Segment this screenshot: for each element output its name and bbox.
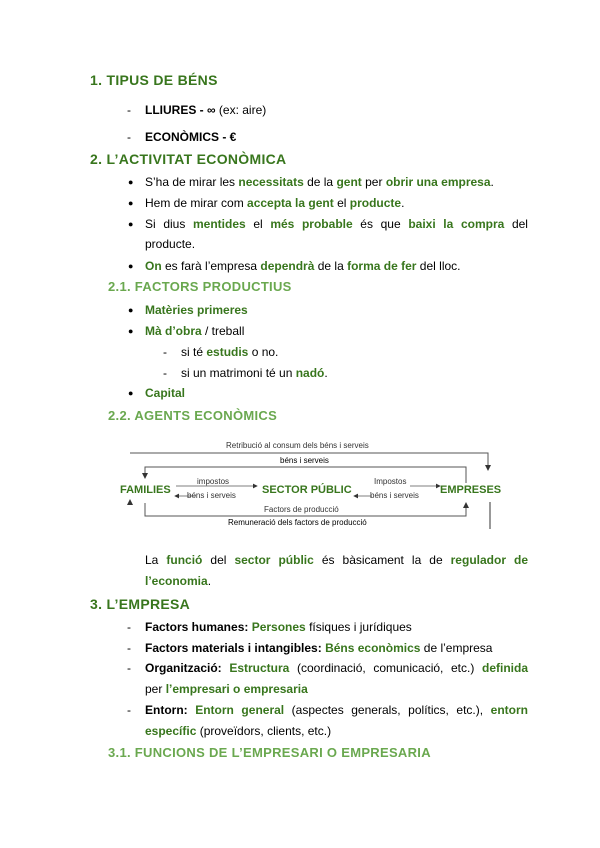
highlighted-term: producte xyxy=(349,196,402,210)
bold-term: Entorn: xyxy=(145,703,196,717)
text-run: el xyxy=(333,196,350,210)
text-run: / treball xyxy=(201,324,245,338)
right-taxes-label: Impostos xyxy=(374,477,407,486)
highlighted-term: Mà d’obra xyxy=(145,324,202,338)
text-run: 2. L’ACTIVITAT ECONÒMICA xyxy=(90,151,287,167)
highlighted-term: Béns econòmics xyxy=(325,641,421,655)
text-run: del xyxy=(202,553,235,567)
text-run: Si dius xyxy=(145,217,193,231)
left-taxes-label: impostos xyxy=(197,477,230,486)
highlighted-term: regulador de xyxy=(450,553,529,567)
dash-bullet-icon: - xyxy=(163,366,167,380)
highlighted-term: Persones xyxy=(251,620,306,634)
text-run: (ex: aire) xyxy=(215,103,267,117)
text-run: (coordinació, comunicació, etc.) xyxy=(289,661,482,675)
dash-bullet-icon: - xyxy=(127,703,131,717)
dash-bullet-icon: - xyxy=(163,345,167,359)
highlighted-term: funció xyxy=(166,553,203,567)
text-run: es farà l’empresa xyxy=(161,259,261,273)
highlighted-term: específic xyxy=(145,724,197,738)
text-run: de l’empresa xyxy=(420,641,493,655)
highlighted-term: obrir una empresa xyxy=(385,175,491,189)
bold-term: Factors materials i intangibles: xyxy=(145,641,326,655)
highlighted-term: baixi la compra xyxy=(408,217,505,231)
production-factors-label: Factors de producció xyxy=(264,505,339,514)
highlighted-term: sector públic xyxy=(234,553,314,567)
bullet-icon: ● xyxy=(128,305,134,315)
highlighted-term: més probable xyxy=(270,217,353,231)
text-run: (aspectes generals, polítics, etc.), xyxy=(284,703,491,717)
highlighted-term: Capital xyxy=(145,386,186,400)
highlighted-term: gent xyxy=(336,175,362,189)
highlighted-term: On xyxy=(145,259,162,273)
text-run: per xyxy=(361,175,386,189)
highlighted-term: mentides xyxy=(192,217,246,231)
dash-bullet-icon: - xyxy=(127,103,131,117)
highlighted-term: entorn xyxy=(490,703,528,717)
bullet-icon: ● xyxy=(128,261,134,271)
highlighted-term: necessitats xyxy=(238,175,304,189)
highlighted-term: Estructura xyxy=(229,661,290,675)
highlighted-term: dependrà xyxy=(260,259,315,273)
text-run: producte. xyxy=(145,237,196,251)
dash-bullet-icon: - xyxy=(127,641,131,655)
highlighted-term: forma de fer xyxy=(347,259,417,273)
text-run: 3.1. FUNCIONS DE L’EMPRESARI O EMPRESARIA xyxy=(108,745,431,760)
bold-term: LLIURES - xyxy=(145,103,207,117)
bullet-icon: ● xyxy=(128,219,134,229)
text-run: físiques i jurídiques xyxy=(305,620,412,634)
text-run: del lloc. xyxy=(416,259,461,273)
text-run: si té xyxy=(181,345,207,359)
bullet-icon: ● xyxy=(128,177,134,187)
highlighted-term: nadó xyxy=(295,366,325,380)
text-run: . xyxy=(207,574,212,588)
bold-term: Factors humanes: xyxy=(145,620,252,634)
text-run: 2.1. FACTORS PRODUCTIUS xyxy=(108,279,292,294)
highlighted-term: definida xyxy=(482,661,529,675)
bold-term: ECONÒMICS - € xyxy=(145,130,237,144)
highlighted-term: l’empresari o empresaria xyxy=(165,682,308,696)
public-sector-node: SECTOR PÚBLIC xyxy=(262,484,352,496)
bullet-icon: ● xyxy=(128,388,134,398)
remuneration-label: Remuneració dels factors de producció xyxy=(228,518,367,527)
bullet-icon: ● xyxy=(128,198,134,208)
text-run: per xyxy=(145,682,166,696)
text-run: si un matrimoni té un xyxy=(181,366,296,380)
text-run: S’ha de mirar les xyxy=(145,175,239,189)
text-run: de la xyxy=(303,175,337,189)
bold-term: ∞ xyxy=(207,103,216,117)
highlighted-term: Entorn general xyxy=(195,703,285,717)
text-run: és que xyxy=(352,217,409,231)
text-run: (proveïdors, clients, etc.) xyxy=(196,724,332,738)
text-run: de la xyxy=(314,259,348,273)
left-goods-label: béns i serveis xyxy=(187,491,236,500)
text-run: . xyxy=(401,196,405,210)
text-run: del xyxy=(504,217,528,231)
text-run: Hem de mirar com xyxy=(145,196,248,210)
bullet-icon: ● xyxy=(128,326,134,336)
text-run: 2.2. AGENTS ECONÒMICS xyxy=(108,408,278,423)
bold-term: Organització: xyxy=(145,661,230,675)
families-node: FAMILIES xyxy=(120,484,171,496)
right-goods-label: béns i serveis xyxy=(370,491,419,500)
highlighted-term: Matèries primeres xyxy=(145,303,248,317)
highlighted-term: estudis xyxy=(206,345,249,359)
text-run: el xyxy=(245,217,271,231)
highlighted-term: accepta la gent xyxy=(247,196,334,210)
text-run: 3. L’EMPRESA xyxy=(90,596,191,612)
dash-bullet-icon: - xyxy=(127,661,131,675)
retribution-label: Retribució al consum dels béns i serveis xyxy=(226,441,369,450)
companies-node: EMPRESES xyxy=(440,484,502,496)
text-run: La xyxy=(145,553,167,567)
dash-bullet-icon: - xyxy=(127,130,131,144)
text-run: o no. xyxy=(248,345,279,359)
text-run: . xyxy=(324,366,328,380)
text-run: és bàsicament la de xyxy=(313,553,451,567)
highlighted-term: l’economia xyxy=(145,574,208,588)
text-run: . xyxy=(490,175,494,189)
dash-bullet-icon: - xyxy=(127,620,131,634)
text-run: 1. TIPUS DE BÉNS xyxy=(90,72,218,88)
goods-services-label: béns i serveis xyxy=(280,456,329,465)
